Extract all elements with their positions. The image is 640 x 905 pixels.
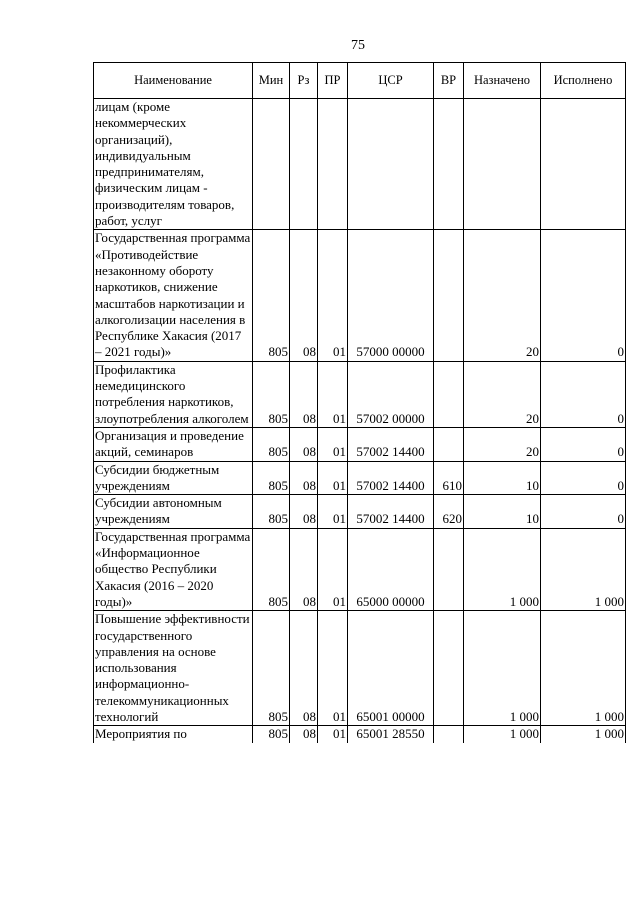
header-name: Наименование <box>94 63 253 99</box>
cell-pr: 01 <box>318 230 348 361</box>
cell-min: 805 <box>253 611 290 726</box>
cell-pr: 01 <box>318 427 348 461</box>
cell-min: 805 <box>253 726 290 743</box>
table-row <box>94 427 626 461</box>
cell-pr <box>318 99 348 230</box>
cell-vr <box>434 528 464 610</box>
cell-executed: 0 <box>541 230 626 361</box>
cell-pr: 01 <box>318 461 348 495</box>
header-pr: ПР <box>318 63 348 99</box>
page-number: 75 <box>351 38 365 53</box>
table-row <box>94 230 626 361</box>
budget-table <box>93 62 626 743</box>
cell-csr: 57002 14400 <box>348 427 434 461</box>
cell-rz: 08 <box>290 726 318 743</box>
table-row <box>94 461 626 495</box>
cell-assigned: 1 000 <box>464 528 541 610</box>
cell-csr: 57002 00000 <box>348 361 434 427</box>
cell-csr: 65001 00000 <box>348 611 434 726</box>
cell-rz: 08 <box>290 361 318 427</box>
cell-min: 805 <box>253 361 290 427</box>
cell-executed: 0 <box>541 361 626 427</box>
cell-min: 805 <box>253 528 290 610</box>
header-rz: Рз <box>290 63 318 99</box>
cell-name: Мероприятия по <box>94 726 253 743</box>
header-vr: ВР <box>434 63 464 99</box>
cell-name: Государственная программа «Информационное общество Республики Хакасия (2016 – 2020 годы)» <box>94 528 253 610</box>
cell-vr <box>434 99 464 230</box>
cell-executed: 1 000 <box>541 528 626 610</box>
table-row <box>94 528 626 610</box>
cell-vr <box>434 361 464 427</box>
cell-assigned: 20 <box>464 427 541 461</box>
cell-assigned: 1 000 <box>464 611 541 726</box>
cell-name: Организация и проведение акций, семинаров <box>94 427 253 461</box>
cell-assigned: 10 <box>464 495 541 529</box>
cell-name: Государственная программа «Противодействие незаконному обороту наркотиков, снижение масштабов наркотизации и алкоголизации населения в Республике Хакасия (2017 – 2021 годы)» <box>94 230 253 361</box>
cell-csr: 57002 14400 <box>348 461 434 495</box>
cell-vr <box>434 611 464 726</box>
cell-executed: 1 000 <box>541 726 626 743</box>
cell-assigned: 1 000 <box>464 726 541 743</box>
cell-name: Субсидии автономным учреждениям <box>94 495 253 529</box>
cell-rz: 08 <box>290 427 318 461</box>
cell-vr: 620 <box>434 495 464 529</box>
cell-min: 805 <box>253 427 290 461</box>
cell-min: 805 <box>253 495 290 529</box>
table-row <box>94 495 626 529</box>
cell-executed: 0 <box>541 427 626 461</box>
cell-pr: 01 <box>318 495 348 529</box>
header-executed: Исполнено <box>541 63 626 99</box>
cell-executed: 1 000 <box>541 611 626 726</box>
cell-pr: 01 <box>318 726 348 743</box>
cell-vr <box>434 726 464 743</box>
cell-executed: 0 <box>541 461 626 495</box>
header-min: Мин <box>253 63 290 99</box>
cell-pr: 01 <box>318 361 348 427</box>
cell-rz: 08 <box>290 495 318 529</box>
cell-csr: 65001 28550 <box>348 726 434 743</box>
cell-name: Повышение эффективности государственного управления на основе использования информационно-телекоммуникационных технологий <box>94 611 253 726</box>
cell-csr: 65000 00000 <box>348 528 434 610</box>
table-row <box>94 726 626 743</box>
table-row <box>94 361 626 427</box>
cell-csr: 57002 14400 <box>348 495 434 529</box>
cell-assigned: 10 <box>464 461 541 495</box>
header-assigned: Назначено <box>464 63 541 99</box>
cell-pr: 01 <box>318 611 348 726</box>
cell-vr <box>434 230 464 361</box>
cell-assigned <box>464 99 541 230</box>
cell-name: Субсидии бюджетным учреждениям <box>94 461 253 495</box>
table-row <box>94 99 626 230</box>
cell-assigned: 20 <box>464 230 541 361</box>
cell-executed <box>541 99 626 230</box>
cell-min: 805 <box>253 230 290 361</box>
cell-csr <box>348 99 434 230</box>
cell-name: Профилактика немедицинского потребления наркотиков, злоупотребления алкоголем <box>94 361 253 427</box>
cell-min: 805 <box>253 461 290 495</box>
cell-rz: 08 <box>290 461 318 495</box>
cell-vr: 610 <box>434 461 464 495</box>
cell-csr: 57000 00000 <box>348 230 434 361</box>
cell-rz: 08 <box>290 528 318 610</box>
cell-min <box>253 99 290 230</box>
cell-rz: 08 <box>290 611 318 726</box>
cell-vr <box>434 427 464 461</box>
cell-assigned: 20 <box>464 361 541 427</box>
table-header-row <box>94 63 626 99</box>
table-row <box>94 611 626 726</box>
cell-rz: 08 <box>290 230 318 361</box>
header-csr: ЦСР <box>348 63 434 99</box>
cell-pr: 01 <box>318 528 348 610</box>
cell-name: лицам (кроме некоммерческих организаций), индивидуальным предпринимателям, физическим лицам - производителям товаров, работ, услуг <box>94 99 253 230</box>
cell-executed: 0 <box>541 495 626 529</box>
cell-rz <box>290 99 318 230</box>
